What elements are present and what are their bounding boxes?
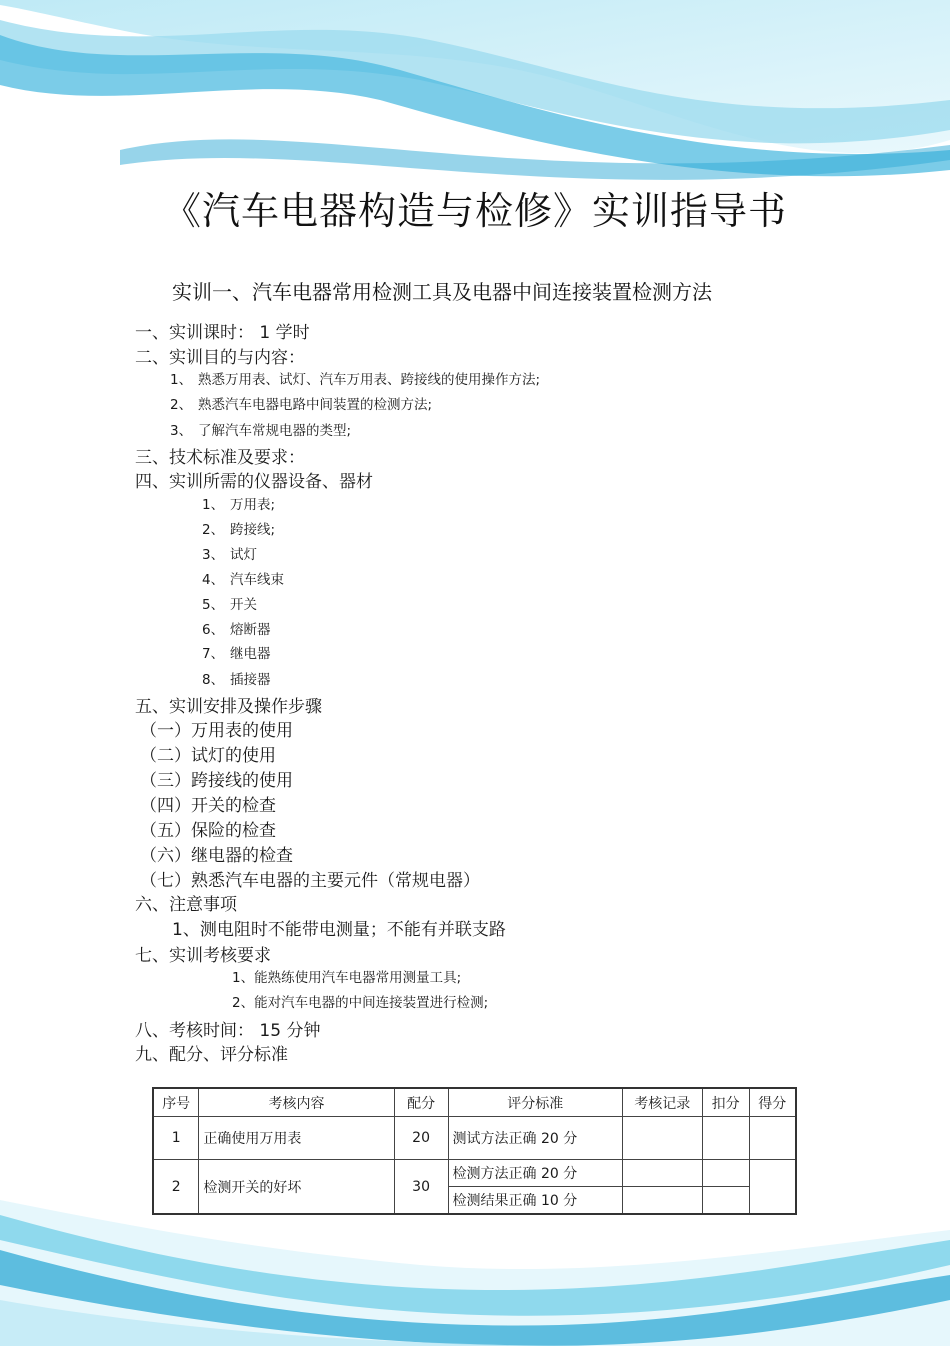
list-item bbox=[202, 543, 257, 563]
item-number: 1、 bbox=[202, 497, 225, 513]
item-number: 2、 bbox=[202, 522, 225, 538]
list-item bbox=[202, 568, 284, 588]
row-final-score bbox=[749, 1160, 796, 1215]
item-number: 8、 bbox=[202, 672, 225, 688]
assessment-item: 1、能熟练使用汽车电器常用测量工具; bbox=[232, 970, 462, 986]
row-criteria: 检测结果正确 10 分 bbox=[448, 1187, 622, 1215]
item-text: 了解汽车常规电器的类型; bbox=[198, 423, 352, 439]
item-text: 熔断器 bbox=[230, 622, 271, 638]
row-record bbox=[622, 1187, 702, 1215]
row-score: 30 bbox=[394, 1160, 448, 1215]
header-cell: 评分标准 bbox=[448, 1088, 622, 1117]
document-title: 《汽车电器构造与检修》实训指导书 bbox=[162, 189, 787, 233]
row-content: 检测开关的好坏 bbox=[199, 1160, 394, 1215]
list-item bbox=[202, 618, 271, 638]
section-standards: 三、技术标准及要求： bbox=[135, 448, 305, 468]
item-text: 插接器 bbox=[230, 672, 271, 688]
row-final-score bbox=[749, 1117, 796, 1160]
header-cell: 序号 bbox=[153, 1088, 199, 1117]
section-equipment: 四、实训所需的仪器设备、器材 bbox=[135, 472, 373, 492]
row-score: 20 bbox=[394, 1117, 448, 1160]
item-number: 3、 bbox=[202, 547, 225, 563]
procedure-step: （一）万用表的使用 bbox=[140, 721, 293, 741]
list-item bbox=[202, 668, 271, 688]
section-scoring: 九、配分、评分标准 bbox=[135, 1045, 288, 1065]
header-cell: 得分 bbox=[749, 1088, 796, 1117]
assessment-item: 2、能对汽车电器的中间连接装置进行检测; bbox=[232, 995, 489, 1011]
document-subtitle: 实训一、汽车电器常用检测工具及电器中间连接装置检测方法 bbox=[172, 280, 712, 304]
item-number: 1、 bbox=[170, 372, 193, 388]
item-text: 汽车线束 bbox=[230, 572, 284, 588]
list-item bbox=[202, 518, 275, 538]
row-number: 1 bbox=[153, 1117, 199, 1160]
section-time: 八、考核时间： 15 分钟 bbox=[135, 1021, 321, 1041]
procedure-step: （三）跨接线的使用 bbox=[140, 771, 293, 791]
item-text: 开关 bbox=[230, 597, 257, 613]
table-row bbox=[153, 1160, 796, 1187]
section-hours: 一、实训课时： 1 学时 bbox=[135, 323, 310, 343]
procedure-step: （六）继电器的检查 bbox=[140, 846, 293, 866]
row-content: 正确使用万用表 bbox=[199, 1117, 394, 1160]
row-criteria: 检测方法正确 20 分 bbox=[448, 1160, 622, 1187]
item-text: 跨接线; bbox=[230, 522, 276, 538]
section-objectives: 二、实训目的与内容： bbox=[135, 348, 305, 368]
table-header-row bbox=[153, 1088, 796, 1117]
item-number: 6、 bbox=[202, 622, 225, 638]
list-item bbox=[202, 493, 275, 513]
section-notes: 六、注意事项 bbox=[135, 895, 237, 915]
row-criteria: 测试方法正确 20 分 bbox=[448, 1117, 622, 1160]
procedure-step: （二）试灯的使用 bbox=[140, 746, 276, 766]
header-cell: 配分 bbox=[394, 1088, 448, 1117]
list-item bbox=[202, 642, 271, 662]
row-record bbox=[622, 1160, 702, 1187]
item-number: 2、 bbox=[170, 397, 193, 413]
header-cell: 考核记录 bbox=[622, 1088, 702, 1117]
list-item bbox=[170, 393, 432, 413]
table-row bbox=[153, 1117, 796, 1160]
item-number: 3、 bbox=[170, 423, 193, 439]
header-cell: 考核内容 bbox=[199, 1088, 394, 1117]
section-assessment: 七、实训考核要求 bbox=[135, 946, 271, 966]
row-deduction bbox=[702, 1160, 749, 1187]
procedure-step: （五）保险的检查 bbox=[140, 821, 276, 841]
item-number: 5、 bbox=[202, 597, 225, 613]
row-deduction bbox=[702, 1187, 749, 1215]
item-text: 熟悉万用表、试灯、汽车万用表、跨接线的使用操作方法; bbox=[198, 372, 541, 388]
list-item bbox=[170, 368, 540, 388]
procedure-step: （四）开关的检查 bbox=[140, 796, 276, 816]
header-cell: 扣分 bbox=[702, 1088, 749, 1117]
scoring-table bbox=[152, 1087, 797, 1215]
row-number: 2 bbox=[153, 1160, 199, 1215]
list-item bbox=[170, 419, 351, 439]
item-number: 4、 bbox=[202, 572, 225, 588]
procedure-step: （七）熟悉汽车电器的主要元件（常规电器） bbox=[140, 871, 480, 891]
item-text: 试灯 bbox=[230, 547, 257, 563]
section-procedure: 五、实训安排及操作步骤 bbox=[135, 697, 322, 717]
row-deduction bbox=[702, 1117, 749, 1160]
list-item bbox=[202, 593, 257, 613]
note-item: 1、测电阻时不能带电测量；不能有并联支路 bbox=[172, 920, 506, 940]
item-text: 熟悉汽车电器电路中间装置的检测方法; bbox=[198, 397, 433, 413]
item-text: 继电器 bbox=[230, 646, 271, 662]
item-text: 万用表; bbox=[230, 497, 276, 513]
row-record bbox=[622, 1117, 702, 1160]
item-number: 7、 bbox=[202, 646, 225, 662]
